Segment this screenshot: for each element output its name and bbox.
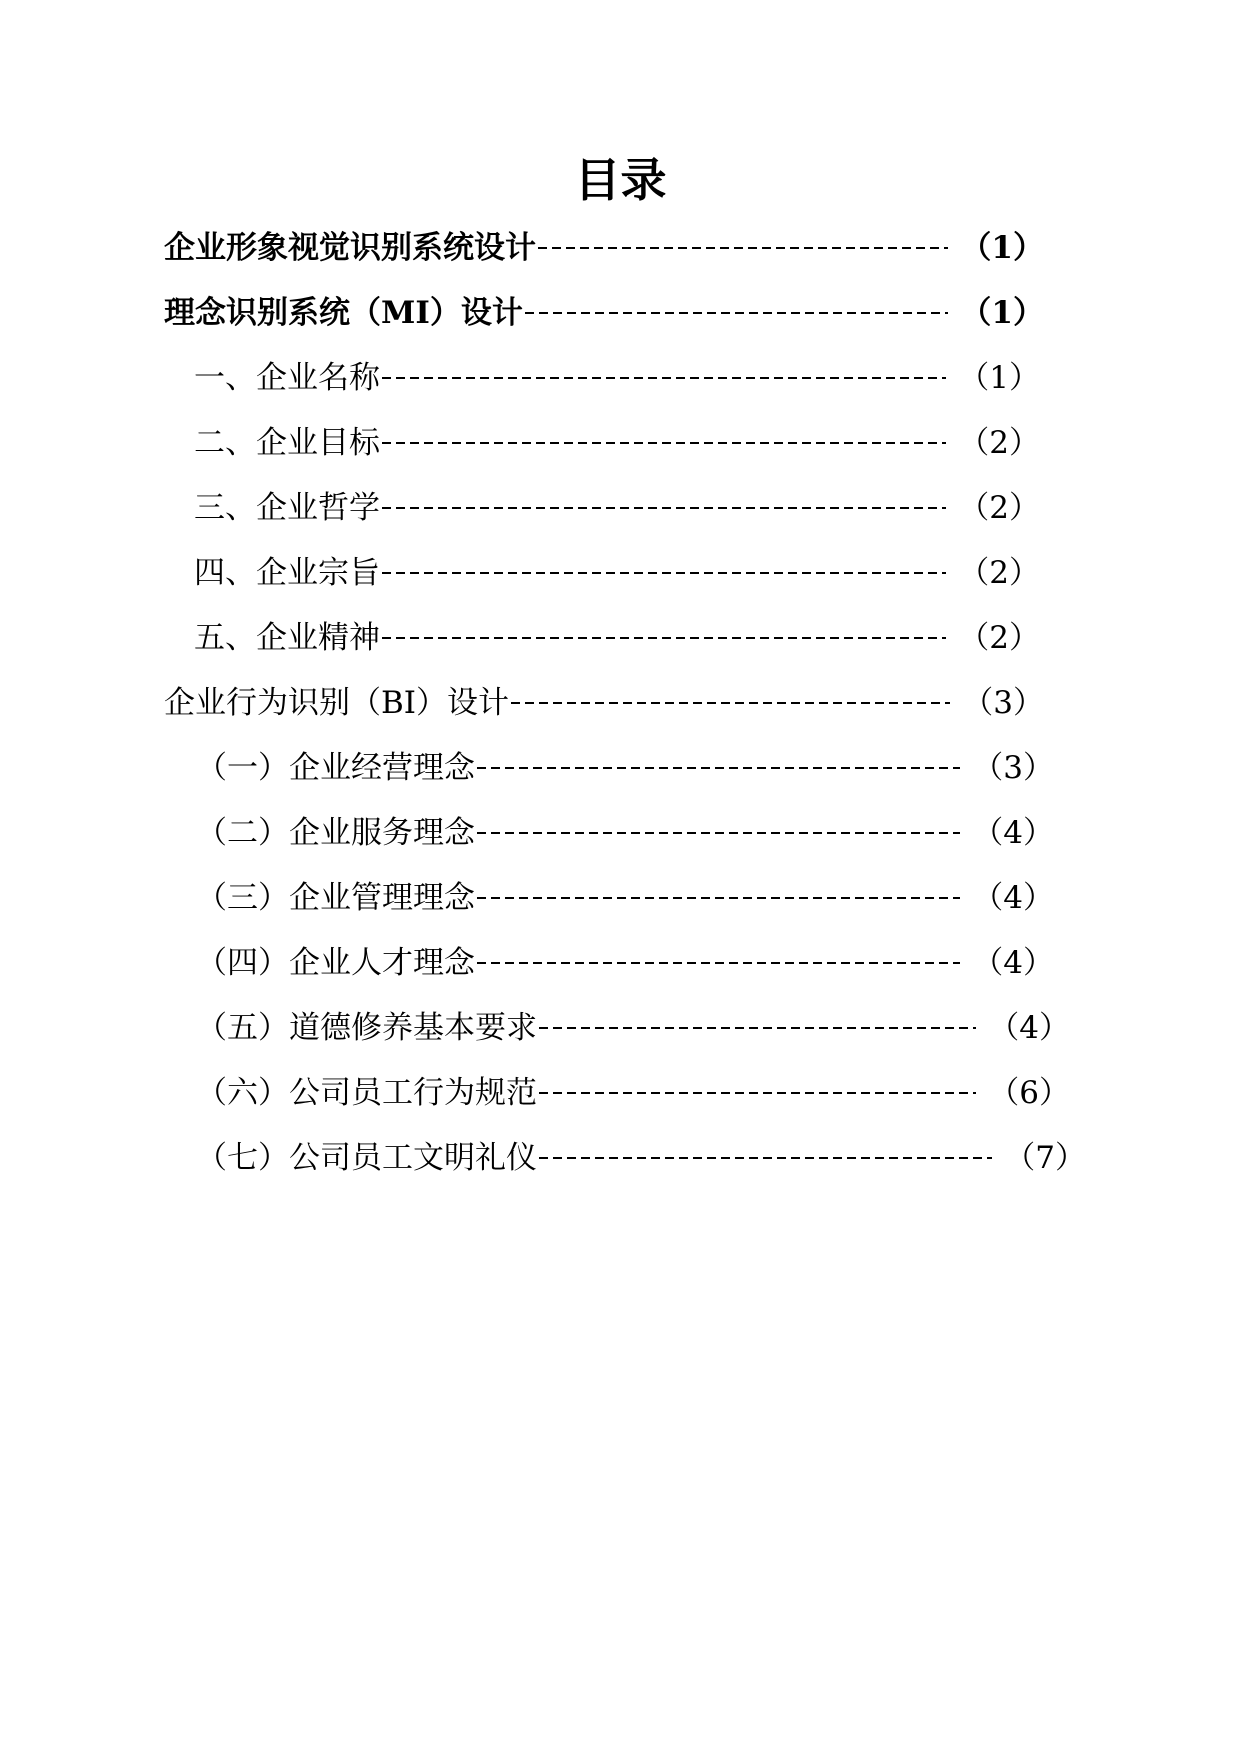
- toc-leader: [477, 767, 960, 769]
- toc-page-number: （6）: [988, 1075, 1070, 1111]
- toc-entry[interactable]: [194, 551, 1040, 595]
- toc-entry-label: 理念识别系统（MI）设计: [164, 295, 523, 331]
- toc-entry[interactable]: [196, 811, 1054, 855]
- toc-page-number: （3）: [962, 685, 1044, 721]
- toc-page-number: （4）: [988, 1010, 1070, 1046]
- toc-title: 目录: [574, 153, 667, 207]
- toc-page-number: （2）: [958, 425, 1040, 461]
- toc-leader: [477, 962, 960, 964]
- toc-leader: [511, 702, 950, 704]
- toc-entry-label: 三、企业哲学: [194, 490, 380, 526]
- toc-page-number: （1）: [960, 295, 1044, 331]
- toc-entry-label: （二）企业服务理念: [196, 815, 475, 851]
- toc-entry[interactable]: [196, 1006, 1070, 1050]
- toc-entry[interactable]: [196, 746, 1054, 790]
- toc-leader: [382, 507, 946, 509]
- toc-page-number: （3）: [972, 750, 1054, 786]
- toc-leader: [539, 1092, 976, 1094]
- toc-entry-label: 一、企业名称: [194, 360, 380, 396]
- toc-page-number: （2）: [958, 620, 1040, 656]
- toc-entry-label: 企业形象视觉识别系统设计: [164, 230, 536, 266]
- toc-entry[interactable]: [164, 681, 1044, 725]
- toc-entry[interactable]: [164, 291, 1044, 335]
- toc-entry[interactable]: [194, 356, 1040, 400]
- toc-entry-label: 五、企业精神: [194, 620, 380, 656]
- toc-entry-label: （三）企业管理理念: [196, 880, 475, 916]
- toc-leader: [539, 1027, 976, 1029]
- toc-page-number: （4）: [972, 945, 1054, 981]
- toc-page-number: （2）: [958, 490, 1040, 526]
- toc-entry[interactable]: [194, 421, 1040, 465]
- toc-entry[interactable]: [196, 1136, 1086, 1180]
- toc-entry-label: 企业行为识别（BI）设计: [164, 685, 510, 721]
- toc-page-number: （4）: [972, 815, 1054, 851]
- toc-entry[interactable]: [194, 616, 1040, 660]
- toc-entry[interactable]: [164, 226, 1044, 270]
- toc-entry-label: （四）企业人才理念: [196, 945, 475, 981]
- toc-leader: [382, 572, 946, 574]
- toc-leader: [477, 897, 960, 899]
- toc-entry-label: （七）公司员工文明礼仪: [196, 1140, 537, 1176]
- toc-page-number: （2）: [958, 555, 1040, 591]
- toc-leader: [477, 832, 960, 834]
- toc-entry[interactable]: [194, 486, 1040, 530]
- toc-entry[interactable]: [196, 876, 1054, 920]
- toc-leader: [382, 637, 946, 639]
- toc-leader: [382, 377, 946, 379]
- toc-leader: [382, 442, 946, 444]
- toc-entry[interactable]: [196, 1071, 1070, 1115]
- toc-entry-label: （五）道德修养基本要求: [196, 1010, 537, 1046]
- toc-page-number: （4）: [972, 880, 1054, 916]
- toc-leader: [539, 1157, 992, 1159]
- toc-entry-label: （一）企业经营理念: [196, 750, 475, 786]
- toc-entry-label: 四、企业宗旨: [194, 555, 380, 591]
- toc-entry-label: （六）公司员工行为规范: [196, 1075, 537, 1111]
- toc-page-number: （1）: [958, 360, 1040, 396]
- toc-entry-label: 二、企业目标: [194, 425, 380, 461]
- toc-page-number: （1）: [960, 230, 1044, 266]
- toc-leader: [538, 247, 948, 249]
- toc-leader: [525, 312, 949, 314]
- toc-entry[interactable]: [196, 941, 1054, 985]
- toc-page-number: （7）: [1004, 1140, 1086, 1176]
